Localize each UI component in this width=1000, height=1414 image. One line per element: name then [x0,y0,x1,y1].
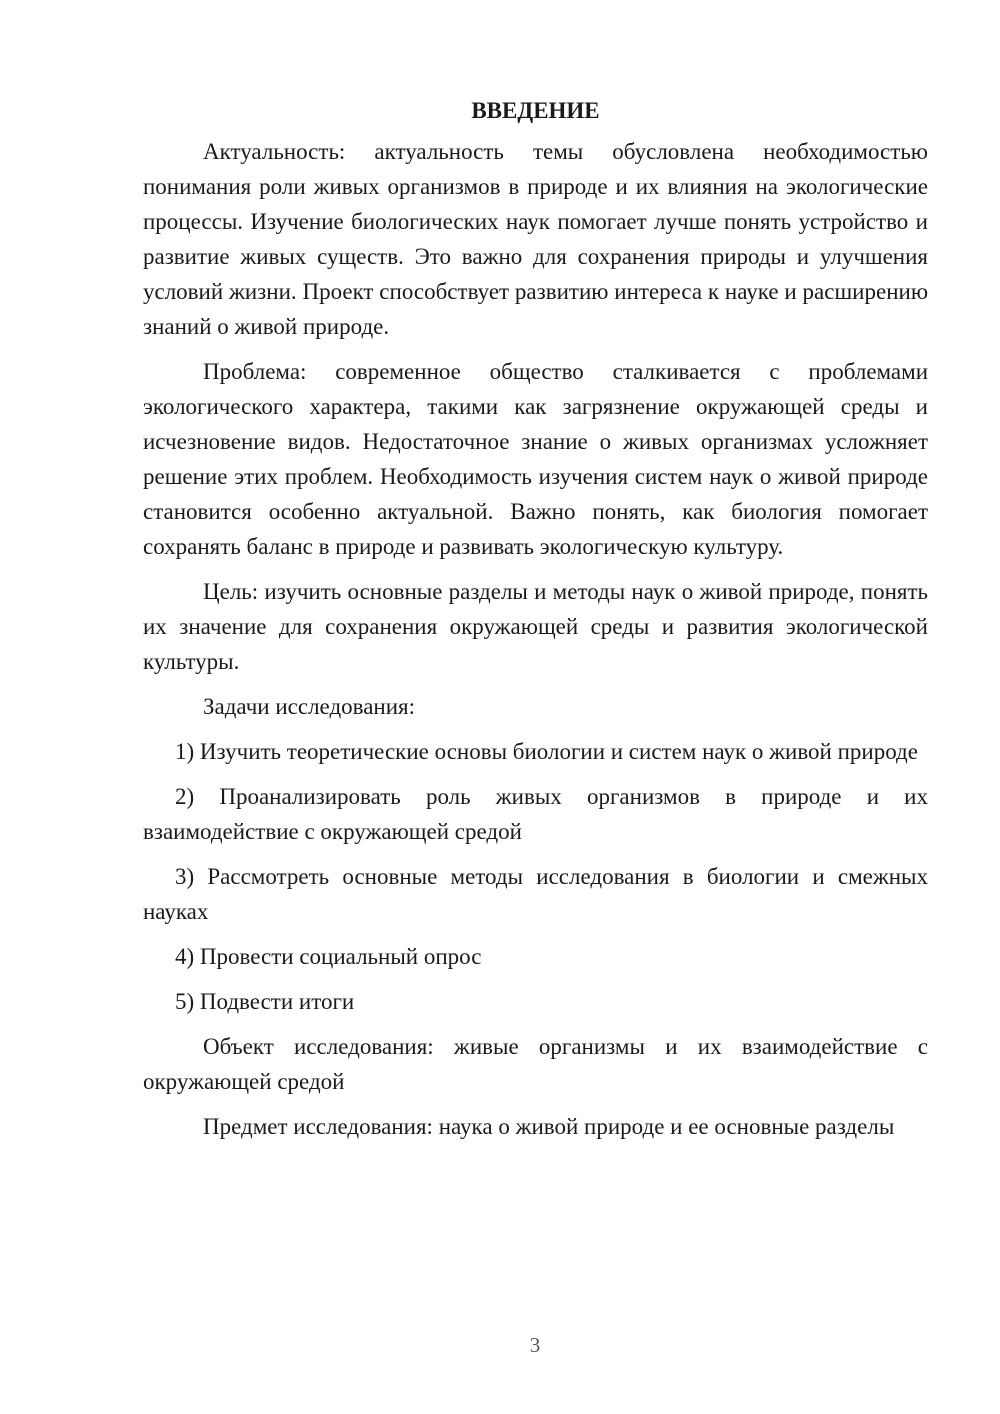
section-heading: ВВЕДЕНИЕ [471,98,600,123]
task-item-5: 5) Подвести итоги [175,989,355,1014]
problem-paragraph: Проблема: современное общество сталкивается с проблемами экологического характера, такими как загрязнение окружающей среды и исчезновение видов. Недостаточное знание о живых организмах усложняет решение этих проблем. Необходимость изучения систем наук о живой природе становится особенно актуальной. Важно понять, как биология помогает сохранять баланс в природе и развивать экологическую культуру. [143,359,928,559]
page-content [143,93,928,1154]
page-number: 3 [529,1333,541,1357]
task-item-4: 4) Провести социальный опрос [175,944,482,969]
tasks-heading: Задачи исследования: [203,694,416,719]
task-item-3: 3) Рассмотреть основные методы исследования в биологии и смежных науках [143,864,928,924]
task-item-2: 2) Проанализировать роль живых организмов в природе и их взаимодействие с окружающей средой [143,784,928,844]
relevance-paragraph: Актуальность: актуальность темы обусловлена необходимостью понимания роли живых организмов в природе и их влияния на экологические процессы. Изучение биологических наук помогает лучше понять устройство и развитие живых существ. Это важно для сохранения природы и улучшения условий жизни. Проект способствует развитию интереса к науке и расширению знаний о живой природе. [143,139,928,339]
object-paragraph: Объект исследования: живые организмы и их взаимодействие с окружающей средой [143,1034,928,1094]
goal-paragraph: Цель: изучить основные разделы и методы наук о живой природе, понять их значение для сохранения окружающей среды и развития экологической культуры. [143,579,928,674]
task-item-1: 1) Изучить теоретические основы биологии и систем наук о живой природе [175,739,918,764]
subject-paragraph: Предмет исследования: наука о живой природе и ее основные разделы [203,1114,895,1139]
